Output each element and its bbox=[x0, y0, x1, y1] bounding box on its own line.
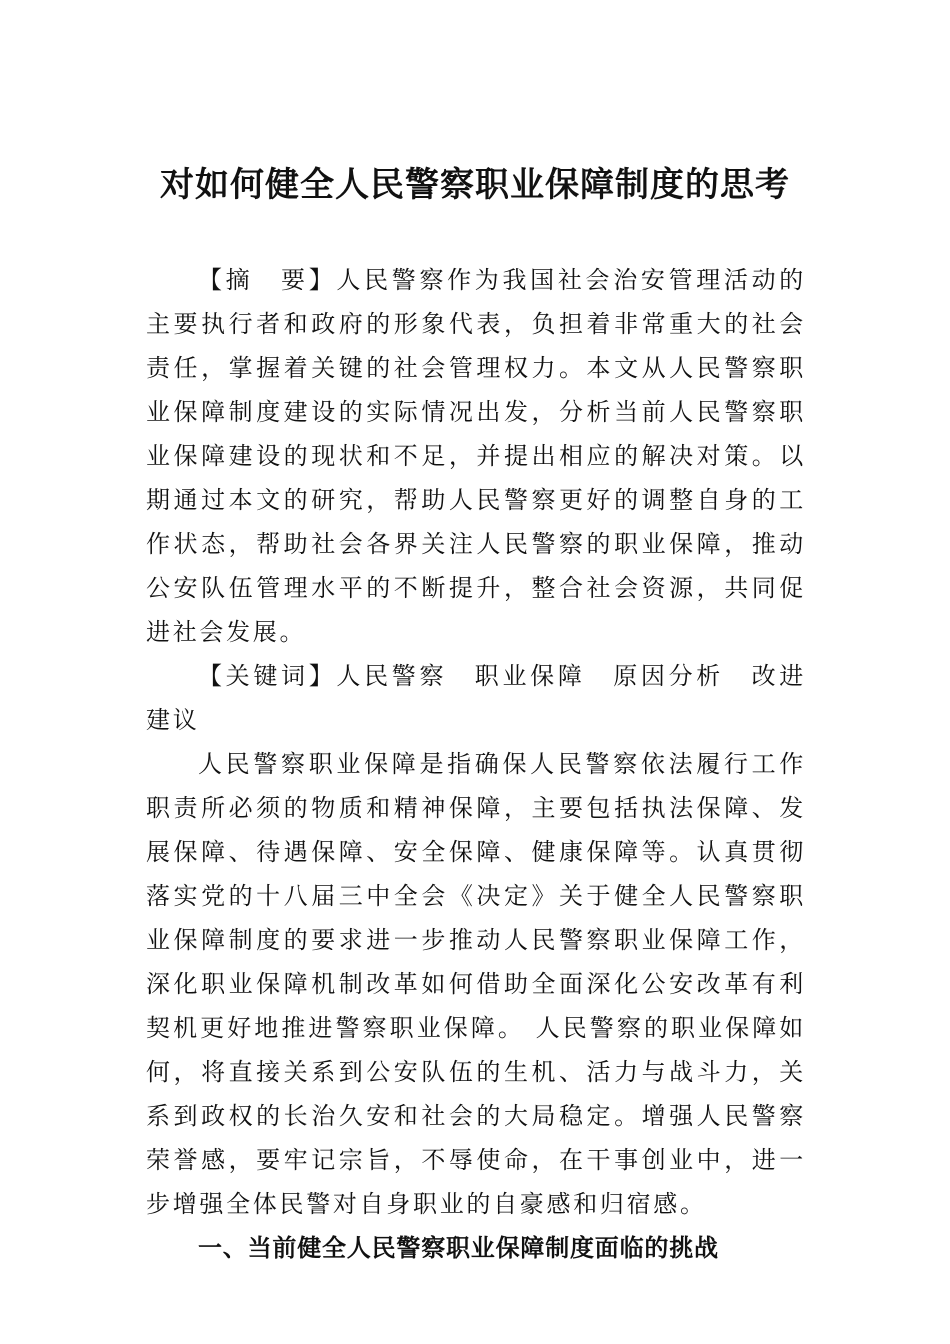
intro-paragraph: 人民警察职业保障是指确保人民警察依法履行工作职责所必须的物质和精神保障，主要包括执法保障、发展保障、待遇保障、安全保障、健康保障等。认真贯彻落实党的十八届三中全会《决定》关于健全人民警察职业保障制度的要求进一步推动人民警察职业保障工作，深化职业保障机制改革如何借助全面深化公安改革有利契机更好地推进警察职业保障。 人民警察的职业保障如何，将直接关系到公安队伍的生机、活力与战斗力，关系到政权的长治久安和社会的大局稳定。增强人民警察荣誉感，要牢记宗旨，不辱使命，在干事创业中，进一步增强全体民警对自身职业的自豪感和归宿感。 bbox=[146, 750, 806, 1218]
abstract-paragraph: 【摘 要】人民警察作为我国社会治安管理活动的主要执行者和政府的形象代表，负担着非常重大的社会责任，掌握着关键的社会管理权力。本文从人民警察职业保障制度建设的实际情况出发，分析当前人民警察职业保障建设的现状和不足，并提出相应的解决对策。以期通过本文的研究，帮助人民警察更好的调整自身的工作状态，帮助社会各界关注人民警察的职业保障，推动公安队伍管理水平的不断提升，整合社会资源，共同促进社会发展。 bbox=[146, 266, 806, 646]
document-body bbox=[146, 258, 806, 1270]
keywords-paragraph: 【关键词】人民警察 职业保障 原因分析 改进建议 bbox=[146, 662, 806, 734]
document-title: 对如何健全人民警察职业保障制度的思考 bbox=[160, 165, 790, 205]
section-heading: 一、当前健全人民警察职业保障制度面临的挑战 bbox=[198, 1234, 719, 1262]
